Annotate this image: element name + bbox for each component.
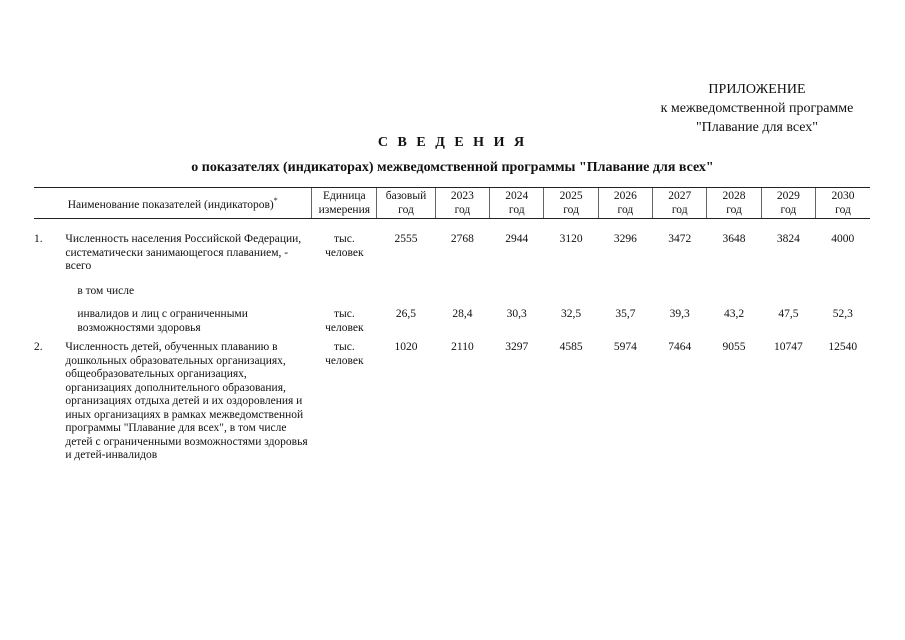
header-year-value: 2028 xyxy=(722,190,746,202)
header-year-word: год xyxy=(780,203,797,216)
indicator-name: инвалидов и лиц с ограниченными возможностями здоровья xyxy=(77,308,248,334)
value-cell: 32,5 xyxy=(561,308,582,320)
header-year-word: год xyxy=(726,203,742,216)
unit-line1: тыс. xyxy=(333,308,355,320)
header-year-value: 2024 xyxy=(505,190,529,202)
header-year xyxy=(707,188,761,219)
value-cell: 1020 xyxy=(394,341,418,353)
value-cell: 9055 xyxy=(722,341,746,353)
value-cell: 3297 xyxy=(505,341,529,353)
value-cell: 47,5 xyxy=(778,308,799,320)
empty-cell xyxy=(34,308,65,335)
value-cell: 43,2 xyxy=(723,308,745,320)
value-cell: 39,3 xyxy=(669,308,690,320)
value-cell: 3648 xyxy=(722,233,746,245)
header-year-value: 2029 xyxy=(776,190,800,202)
value-cell: 4585 xyxy=(559,341,583,353)
document-title: С В Е Д Е Н И Я xyxy=(377,135,528,150)
appendix-block xyxy=(657,80,857,137)
header-year xyxy=(490,188,544,219)
empty-cell xyxy=(34,274,65,309)
value-cell: 3120 xyxy=(559,233,583,245)
header-year xyxy=(761,188,815,219)
spacer-row xyxy=(34,219,870,234)
value-cell: 30,3 xyxy=(506,308,527,320)
header-name-label: Наименование показателей (индикаторов) xyxy=(67,199,274,212)
unit-line1: тыс. xyxy=(333,233,355,245)
header-year-word: год xyxy=(454,203,471,216)
header-year-word: год xyxy=(508,203,525,216)
header-year xyxy=(544,188,598,219)
header-base-year xyxy=(377,188,436,219)
value-cell: 7464 xyxy=(668,341,692,353)
header-base-line2: год xyxy=(398,203,414,216)
table-row xyxy=(34,341,870,463)
indicator-unit xyxy=(312,233,377,274)
footnote-mark: * xyxy=(273,196,278,206)
value-cell: 2768 xyxy=(450,233,474,245)
indicator-name: Численность населения Российской Федерации, систематически занимающегося плаванием, - всего xyxy=(65,233,302,272)
document-subtitle: о показателях (индикаторах) межведомственной программы "Плавание для всех" xyxy=(191,160,714,175)
indicator-name: Численность детей, обученных плаванию в дошкольных образовательных организациях, общеобразовательных организациях, организациях дополнительного образования, организациях отдыха детей и их оздоровления и иных организациях в рамках межведомственной программы "Плавание для всех", в том числе детей с ограниченными возможностями здоровья и детей-инвалидов xyxy=(65,341,308,461)
value-cell: 10747 xyxy=(774,341,803,353)
header-year xyxy=(816,188,870,219)
value-cell: 28,4 xyxy=(452,308,473,320)
unit-line2: человек xyxy=(325,354,364,367)
header-unit-line1: Единица xyxy=(323,190,366,202)
value-cell: 2555 xyxy=(394,233,418,245)
header-year-word: год xyxy=(617,203,634,216)
value-cell: 12540 xyxy=(828,341,858,353)
unit-line2: человек xyxy=(325,246,364,259)
header-year-value: 2026 xyxy=(613,190,637,202)
indicator-unit xyxy=(312,341,377,463)
value-cell: 5974 xyxy=(613,341,637,353)
table-row xyxy=(34,233,870,274)
sub-label: в том числе xyxy=(77,284,135,297)
value-cell: 35,7 xyxy=(615,308,636,320)
header-base-line1: базовый xyxy=(385,190,427,202)
header-year-value: 2023 xyxy=(450,190,474,202)
value-cell: 2944 xyxy=(505,233,529,245)
appendix-title: ПРИЛОЖЕНИЕ xyxy=(708,82,806,97)
value-cell: 3824 xyxy=(776,233,800,245)
header-year xyxy=(435,188,489,219)
value-cell: 4000 xyxy=(831,233,855,245)
value-cell: 3472 xyxy=(668,233,692,245)
value-cell: 3296 xyxy=(613,233,637,245)
header-year-value: 2027 xyxy=(668,190,692,202)
table-row xyxy=(34,308,870,335)
header-year xyxy=(653,188,707,219)
header-year-word: год xyxy=(563,203,579,216)
header-year xyxy=(598,188,652,219)
table-row-sublabel xyxy=(34,274,870,309)
row-number: 2. xyxy=(34,341,43,353)
value-cell: 52,3 xyxy=(832,308,853,320)
indicators-table xyxy=(34,187,870,463)
header-unit xyxy=(312,188,377,219)
table-body xyxy=(34,219,870,463)
appendix-line: к межведомственной программе xyxy=(660,101,854,116)
value-cell: 2110 xyxy=(451,341,474,353)
header-row xyxy=(34,188,870,219)
table-header xyxy=(34,188,870,219)
unit-line2: человек xyxy=(325,321,364,334)
unit-line1: тыс. xyxy=(333,341,355,353)
value-cell: 26,5 xyxy=(395,308,417,320)
header-year-word: год xyxy=(835,203,851,216)
row-number: 1. xyxy=(34,233,43,245)
appendix-program-name: "Плавание для всех" xyxy=(695,120,819,135)
header-year-value: 2030 xyxy=(831,190,855,202)
header-year-value: 2025 xyxy=(559,190,583,202)
indicator-unit xyxy=(312,308,377,335)
header-year-word: год xyxy=(671,203,688,216)
header-unit-line2: измерения xyxy=(318,203,371,216)
header-name xyxy=(34,188,312,219)
